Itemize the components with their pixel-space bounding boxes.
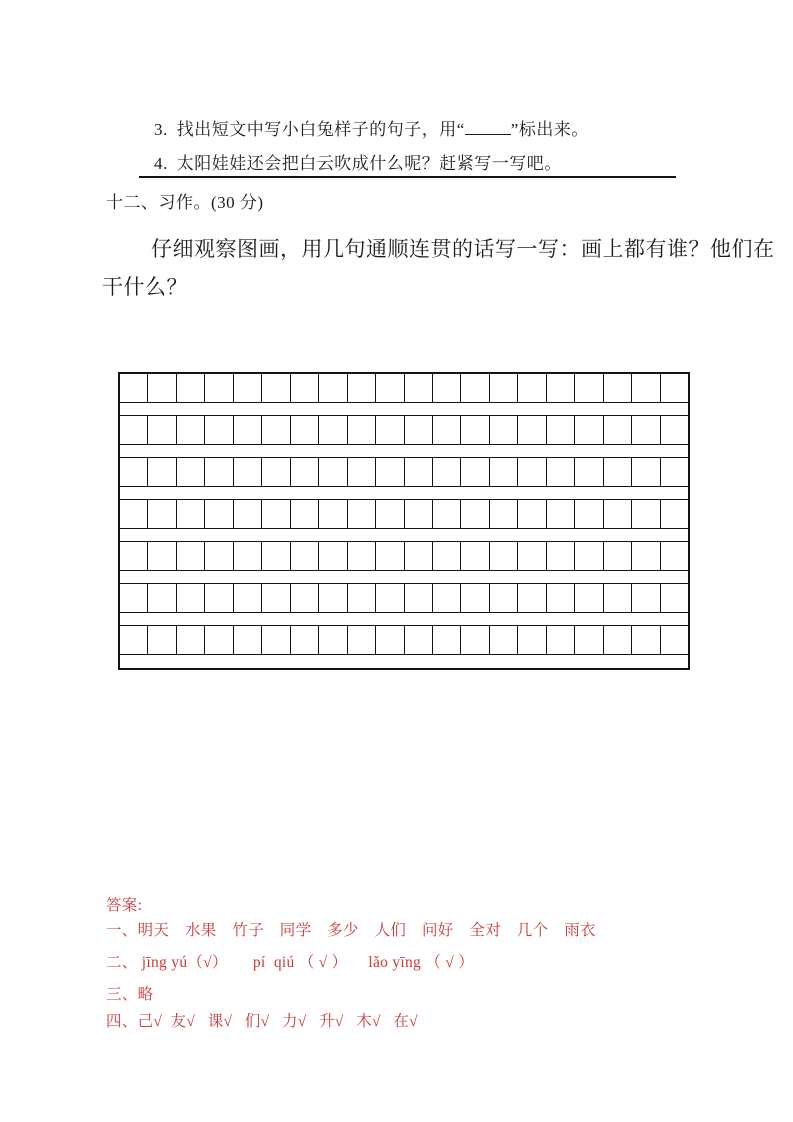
grid-cell bbox=[575, 374, 603, 402]
grid-cell bbox=[405, 458, 433, 486]
grid-cell bbox=[518, 584, 546, 612]
grid-cell bbox=[604, 416, 632, 444]
grid-cell bbox=[120, 416, 148, 444]
grid-spacer-row bbox=[120, 571, 688, 584]
grid-cell bbox=[632, 626, 660, 654]
grid-cell bbox=[262, 584, 290, 612]
grid-cell bbox=[348, 416, 376, 444]
grid-cell bbox=[348, 626, 376, 654]
grid-cell bbox=[148, 458, 176, 486]
answer-key-heading: 答案: bbox=[106, 897, 143, 914]
grid-cell-row bbox=[120, 374, 688, 403]
grid-cell bbox=[661, 500, 688, 528]
grid-cell bbox=[376, 374, 404, 402]
grid-cell bbox=[205, 584, 233, 612]
grid-cell bbox=[348, 374, 376, 402]
grid-cell bbox=[234, 542, 262, 570]
grid-cell bbox=[405, 626, 433, 654]
grid-cell bbox=[547, 374, 575, 402]
grid-cell bbox=[234, 626, 262, 654]
grid-cell bbox=[376, 458, 404, 486]
grid-cell bbox=[177, 374, 205, 402]
grid-cell bbox=[262, 626, 290, 654]
grid-cell bbox=[661, 374, 688, 402]
grid-cell bbox=[547, 542, 575, 570]
question-4-number: 4. bbox=[154, 154, 168, 173]
grid-cell bbox=[405, 374, 433, 402]
grid-cell bbox=[148, 416, 176, 444]
grid-cell bbox=[262, 416, 290, 444]
answer-key-line-1: 一、明天 水果 竹子 同学 多少 人们 问好 全对 几个 雨衣 bbox=[106, 922, 596, 939]
grid-cell bbox=[205, 542, 233, 570]
grid-cell bbox=[461, 416, 489, 444]
grid-cell bbox=[177, 584, 205, 612]
grid-cell bbox=[234, 458, 262, 486]
grid-cell bbox=[291, 458, 319, 486]
grid-cell bbox=[348, 584, 376, 612]
grid-cell bbox=[632, 584, 660, 612]
grid-cell bbox=[376, 584, 404, 612]
grid-cell bbox=[234, 374, 262, 402]
grid-cell bbox=[490, 374, 518, 402]
grid-cell bbox=[461, 584, 489, 612]
grid-cell bbox=[376, 416, 404, 444]
grid-cell bbox=[291, 584, 319, 612]
grid-cell bbox=[490, 542, 518, 570]
grid-cell bbox=[632, 458, 660, 486]
grid-cell bbox=[262, 458, 290, 486]
grid-spacer-row bbox=[120, 487, 688, 500]
grid-cell bbox=[575, 626, 603, 654]
grid-cell bbox=[461, 500, 489, 528]
grid-cell bbox=[461, 542, 489, 570]
grid-cell bbox=[433, 416, 461, 444]
grid-cell bbox=[319, 542, 347, 570]
grid-cell bbox=[120, 584, 148, 612]
grid-cell bbox=[177, 500, 205, 528]
composition-instructions-line1: 仔细观察图画，用几句通顺连贯的话写一写：画上都有谁？他们在 bbox=[151, 237, 775, 261]
grid-cell bbox=[547, 500, 575, 528]
grid-cell bbox=[661, 416, 688, 444]
grid-cell bbox=[632, 416, 660, 444]
question-3-text-pre: 找出短文中写小白兔样子的句子，用“ bbox=[176, 120, 465, 139]
grid-cell bbox=[518, 500, 546, 528]
grid-cell bbox=[433, 500, 461, 528]
grid-cell bbox=[177, 542, 205, 570]
grid-cell bbox=[405, 416, 433, 444]
grid-cell bbox=[661, 584, 688, 612]
grid-cell bbox=[376, 542, 404, 570]
question-3-text-post: ”标出来。 bbox=[510, 120, 589, 139]
grid-cell bbox=[234, 416, 262, 444]
grid-cell bbox=[547, 416, 575, 444]
grid-cell-row bbox=[120, 542, 688, 571]
grid-cell bbox=[405, 500, 433, 528]
grid-cell bbox=[120, 626, 148, 654]
grid-cell bbox=[632, 542, 660, 570]
question-4 bbox=[135, 129, 562, 194]
grid-cell bbox=[319, 458, 347, 486]
grid-cell bbox=[604, 458, 632, 486]
grid-cell bbox=[205, 500, 233, 528]
grid-cell bbox=[148, 500, 176, 528]
grid-cell bbox=[405, 584, 433, 612]
grid-spacer-row bbox=[120, 655, 688, 668]
grid-cell bbox=[604, 626, 632, 654]
grid-cell bbox=[205, 458, 233, 486]
grid-cell bbox=[518, 374, 546, 402]
grid-cell bbox=[518, 542, 546, 570]
grid-cell bbox=[461, 626, 489, 654]
grid-cell bbox=[148, 626, 176, 654]
grid-cell bbox=[120, 542, 148, 570]
answer-key-line-2: 二、 jīng yú（√） pí qiú （ √ ） lǎo yīng （ √ ） bbox=[106, 954, 475, 971]
grid-cell bbox=[490, 584, 518, 612]
grid-cell bbox=[319, 584, 347, 612]
grid-cell bbox=[348, 458, 376, 486]
grid-cell-row bbox=[120, 626, 688, 655]
grid-cell bbox=[348, 542, 376, 570]
grid-spacer-row bbox=[120, 403, 688, 416]
writing-grid bbox=[118, 372, 690, 670]
grid-cell bbox=[177, 416, 205, 444]
grid-cell bbox=[376, 626, 404, 654]
grid-cell bbox=[461, 374, 489, 402]
grid-cell bbox=[461, 458, 489, 486]
grid-cell bbox=[433, 584, 461, 612]
grid-cell bbox=[575, 416, 603, 444]
composition-instructions-line2: 干什么？ bbox=[102, 275, 188, 299]
grid-cell bbox=[518, 458, 546, 486]
grid-cell bbox=[490, 416, 518, 444]
grid-cell bbox=[433, 458, 461, 486]
grid-cell bbox=[319, 626, 347, 654]
answer-key-line-3: 三、略 bbox=[106, 986, 154, 1003]
grid-cell bbox=[433, 374, 461, 402]
grid-cell bbox=[575, 584, 603, 612]
answer-key-line-4: 四、己√ 友√ 课√ 们√ 力√ 升√ 木√ 在√ bbox=[106, 1013, 418, 1030]
grid-cell bbox=[575, 542, 603, 570]
grid-cell bbox=[262, 500, 290, 528]
section-divider-line bbox=[139, 176, 676, 178]
question-3-number: 3. bbox=[154, 120, 168, 139]
grid-cell bbox=[148, 542, 176, 570]
grid-cell bbox=[291, 374, 319, 402]
grid-cell bbox=[632, 500, 660, 528]
grid-cell bbox=[547, 584, 575, 612]
grid-cell bbox=[319, 416, 347, 444]
grid-cell bbox=[632, 374, 660, 402]
grid-cell bbox=[376, 500, 404, 528]
grid-cell bbox=[177, 626, 205, 654]
grid-cell bbox=[604, 542, 632, 570]
section-title: 十二、习作。(30 分) bbox=[106, 193, 264, 212]
grid-cell bbox=[177, 458, 205, 486]
grid-cell bbox=[319, 500, 347, 528]
grid-cell-row bbox=[120, 584, 688, 613]
grid-cell bbox=[205, 416, 233, 444]
grid-cell bbox=[490, 626, 518, 654]
grid-cell bbox=[348, 500, 376, 528]
grid-cell bbox=[205, 626, 233, 654]
grid-cell bbox=[291, 626, 319, 654]
grid-spacer-row bbox=[120, 445, 688, 458]
grid-cell bbox=[234, 584, 262, 612]
grid-cell bbox=[518, 626, 546, 654]
grid-cell bbox=[661, 626, 688, 654]
grid-cell bbox=[661, 542, 688, 570]
grid-cell bbox=[490, 500, 518, 528]
grid-spacer-row bbox=[120, 613, 688, 626]
grid-cell bbox=[262, 542, 290, 570]
grid-cell bbox=[490, 458, 518, 486]
grid-cell bbox=[604, 584, 632, 612]
grid-cell bbox=[319, 374, 347, 402]
grid-cell bbox=[291, 542, 319, 570]
question-4-text: 太阳娃娃还会把白云吹成什么呢？赶紧写一写吧。 bbox=[176, 154, 562, 173]
grid-cell bbox=[120, 500, 148, 528]
grid-cell-row bbox=[120, 500, 688, 529]
grid-cell bbox=[148, 374, 176, 402]
grid-cell bbox=[291, 500, 319, 528]
grid-cell bbox=[433, 626, 461, 654]
grid-cell bbox=[518, 416, 546, 444]
grid-cell bbox=[205, 374, 233, 402]
grid-cell bbox=[575, 500, 603, 528]
grid-cell bbox=[262, 374, 290, 402]
grid-cell-row bbox=[120, 416, 688, 445]
grid-cell bbox=[405, 542, 433, 570]
grid-cell bbox=[148, 584, 176, 612]
grid-cell bbox=[661, 458, 688, 486]
grid-cell bbox=[120, 374, 148, 402]
grid-cell bbox=[291, 416, 319, 444]
grid-cell-row bbox=[120, 458, 688, 487]
grid-cell bbox=[575, 458, 603, 486]
grid-spacer-row bbox=[120, 529, 688, 542]
grid-cell bbox=[433, 542, 461, 570]
grid-cell bbox=[604, 374, 632, 402]
grid-cell bbox=[604, 500, 632, 528]
grid-cell bbox=[547, 458, 575, 486]
grid-cell bbox=[120, 458, 148, 486]
grid-cell bbox=[234, 500, 262, 528]
grid-cell bbox=[547, 626, 575, 654]
